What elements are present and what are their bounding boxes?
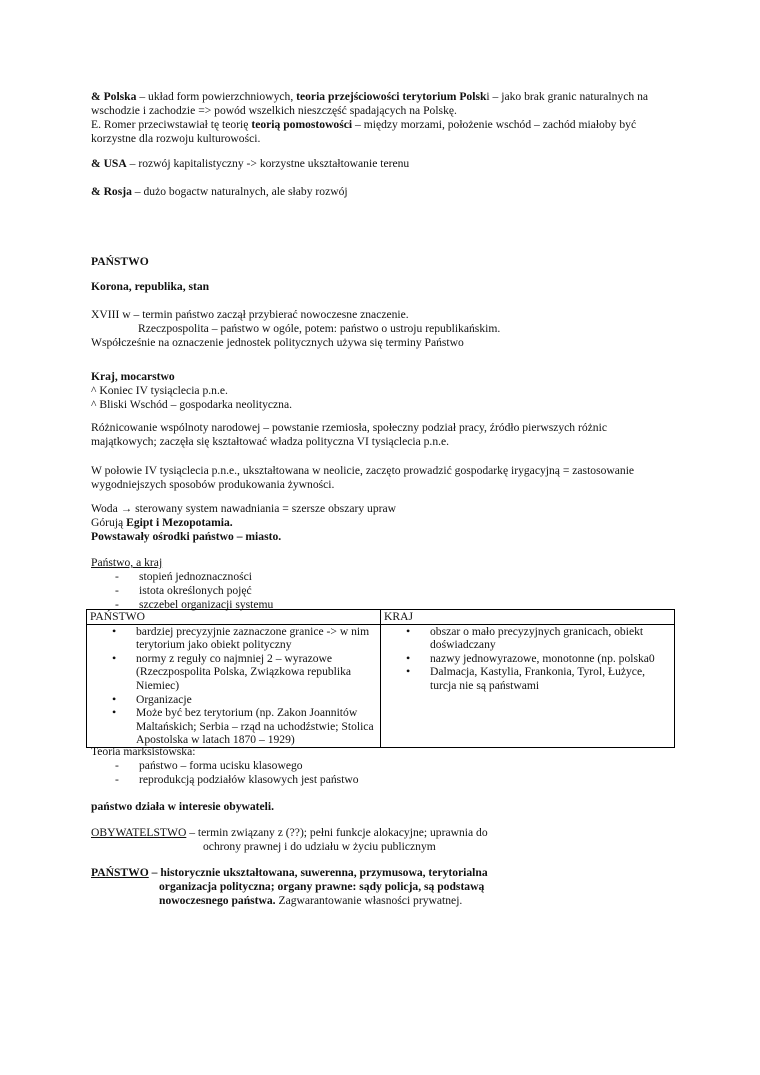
table-bullet: • nazwy jednowyrazowe, monotonne (np. polska0 [384, 652, 671, 666]
marksistowska-section [91, 745, 671, 787]
kraj-line: ^ Bliski Wschód – gospodarka neolityczna. [91, 398, 292, 411]
comparison-table [86, 609, 675, 748]
xviii-paragraph: XVIII w – termin państwo zaczął przybierać nowoczesne znaczenie. Rzeczpospolita – państwo w ogóle, potem: państwo o ustroju republikańskim. Współcześnie na oznaczenie jednostek politycznych używa się terminy Państwo [91, 308, 501, 349]
panstwo-term: PAŃSTWO [91, 866, 149, 879]
paragraph-roznicowanie: Różnicowanie wspólnoty narodowej – powstanie rzemiosła, społeczny podział pracy, źródło pierwszych różnic majątkowych; zaczęła się kształtować władza polityczna VI tysiąclecia p.n.e. [91, 421, 607, 448]
rosja-line: & Rosja – dużo bogactw naturalnych, ale słaby rozwój [91, 185, 348, 198]
table-bullet: • obszar o mało precyzyjnych granicach, obiekt doświadczany [384, 625, 671, 652]
marks-title: Teoria marksistowska: [91, 745, 196, 758]
table-cell-kraj [381, 624, 675, 747]
list-item: - reprodukcją podziałów klasowych jest państwo [91, 773, 671, 787]
list-item: - szczebel organizacji systemu [91, 598, 671, 612]
table-header-panstwo: PAŃSTWO [87, 610, 381, 625]
table-cell-panstwo [87, 624, 381, 747]
polska-paragraph: & Polska – układ form powierzchniowych, teoria przejściowości terytorium Polski – jako brak granic naturalnych na wschodzie i zachodzie => powód wszelkich nieszczęść spadających na Polskę. E. Romer przeciwstawiał tę teorię teorią pomostowości – między morzami, położenie wschód – zachód miałoby być korzystne dla rozwoju kulturowości. [91, 90, 671, 146]
table-bullet: • Organizacje [90, 693, 377, 707]
table-bullet: • normy z reguły co najmniej 2 – wyrazowe (Rzeczpospolita Polska, Związkowa republika Niemiec) [90, 652, 377, 693]
usa-line: & USA – rozwój kapitalistyczny -> korzystne ukształtowanie terenu [91, 157, 410, 170]
table-header-kraj: KRAJ [381, 610, 675, 625]
table-bullet: • Dalmacja, Kastylia, Frankonia, Tyrol, Łużyce, turcja nie są państwami [384, 665, 671, 692]
list-item: - istota określonych pojęć [91, 584, 671, 598]
obywatelstwo-definition: OBYWATELSTWO – termin związany z (??); pełni funkcje alokacyjne; uprawnia do ochrony prawnej i do udziału w życiu publicznym [91, 826, 488, 853]
panstwo-definition: PAŃSTWO – historycznie ukształtowana, suwerenna, przymusowa, terytorialna organizacja polityczna; organy prawne: sądy policja, są podstawą nowoczesnego państwa. Zagwarantowanie własności prywatnej. [91, 866, 488, 907]
kraj-line: ^ Koniec IV tysiąclecia p.n.e. [91, 384, 228, 397]
panstwo-kraj-title: Państwo, a kraj [91, 556, 163, 569]
list-item: - państwo – forma ucisku klasowego [91, 759, 671, 773]
list-item: - stopień jednoznaczności [91, 570, 671, 584]
dziala-line: państwo działa w interesie obywateli. [91, 800, 275, 813]
woda-section: Woda → sterowany system nawadniania = szersze obszary upraw Górują Egipt i Mezopotamia. Powstawały ośrodki państwo – miasto. [91, 502, 397, 543]
panstwo-kraj-section [91, 556, 671, 612]
subheading-kraj: Kraj, mocarstwo [91, 370, 175, 383]
romer-paragraph: E. Romer przeciwstawiał tę teorię teorią pomostowości – między morzami, położenie wschód – zachód miałoby być korzystne dla rozwoju kulturowości. [91, 118, 637, 145]
paragraph-irygacja: W połowie IV tysiąclecia p.n.e., ukształtowana w neolicie, zaczęto prowadzić gospodarkę irygacyjną = zastosowanie wygodniejszych sposobów produkowania żywności. [91, 464, 635, 491]
subheading-korona: Korona, republika, stan [91, 280, 210, 293]
arrow-icon: → [120, 502, 133, 515]
table-bullet: • Może być bez terytorium (np. Zakon Joannitów Maltańskich; Serbia – rząd na uchodźstwie; Stolica Apostolska w latach 1870 – 1929) [90, 706, 377, 747]
table-bullet: • bardziej precyzyjnie zaznaczone granice -> w nim terytorium jako obiekt polityczny [90, 625, 377, 652]
kraj-section [91, 370, 671, 412]
panstwo-kraj-list [91, 570, 671, 612]
obywatelstwo-term: OBYWATELSTWO [91, 826, 187, 839]
polska-term: Polska [103, 90, 137, 103]
section-heading: PAŃSTWO [91, 255, 149, 268]
